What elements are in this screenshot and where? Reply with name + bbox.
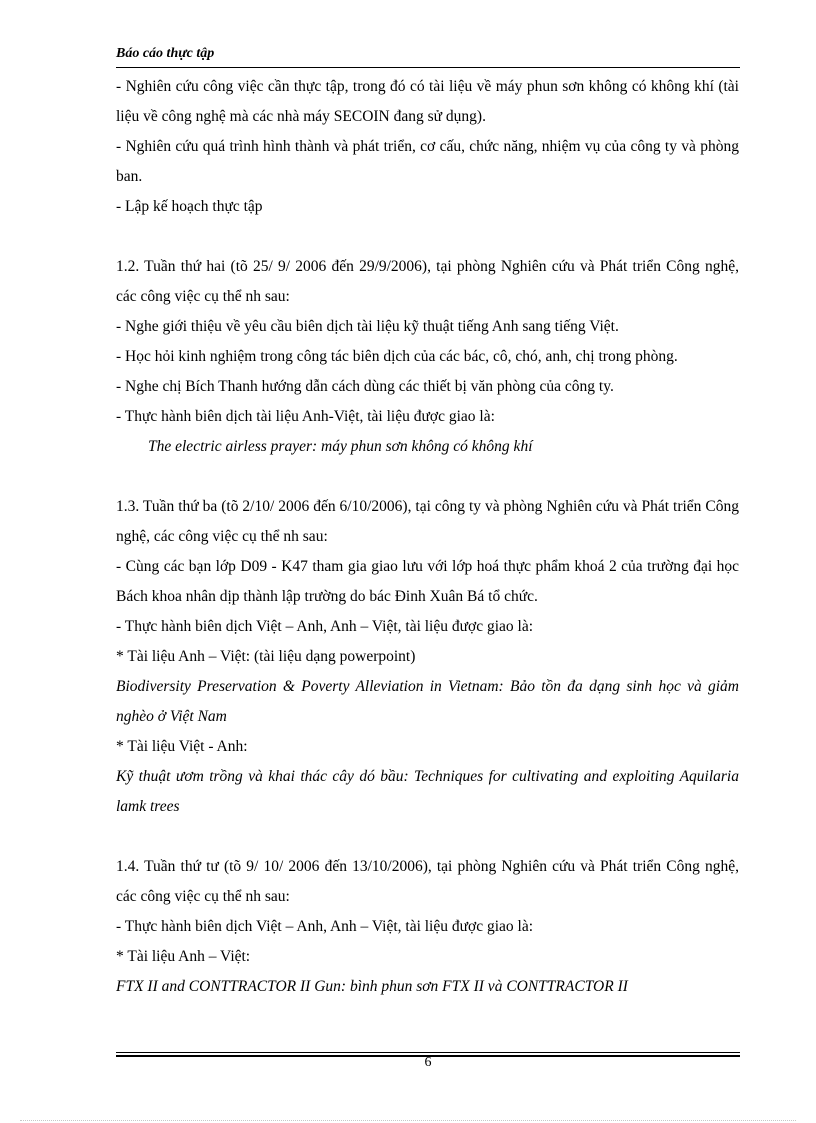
paragraph: - Nghe chị Bích Thanh hướng dẫn cách dùng các thiết bị văn phòng của công ty. (116, 378, 614, 395)
paragraph: * Tài liệu Việt - Anh: (116, 738, 248, 755)
paragraph: - Nghiên cứu công việc cần thực tập, trong đó có tài liệu về máy phun sơn không có không khí (tài liệu về công nghệ mà các nhà máy SECOIN đang sử dụng). (116, 78, 739, 125)
document-title-italic: Kỹ thuật ươm trồng và khai thác cây dó bầu: Techniques for cultivating and exploiting Aquilaria lamk trees (116, 768, 739, 815)
paragraph: - Học hỏi kinh nghiệm trong công tác biên dịch của các bác, cô, chó, anh, chị trong phòng. (116, 348, 678, 365)
section-heading-week-2: 1.2. Tuần thứ hai (tõ 25/ 9/ 2006 đến 29/9/2006), tại phòng Nghiên cứu và Phát triển Công nghệ, các công việc cụ thể nh sau: (116, 258, 739, 305)
paragraph: - Nghiên cứu quá trình hình thành và phát triển, cơ cấu, chức năng, nhiệm vụ của công ty và phòng ban. (116, 138, 739, 185)
document-title-italic: FTX II and CONTTRACTOR II Gun: bình phun sơn FTX II và CONTTRACTOR II (116, 978, 628, 995)
footer-rule (116, 1052, 740, 1053)
document-title-italic: The electric airless prayer: máy phun sơn không có không khí (148, 438, 533, 455)
paragraph: - Cùng các bạn lớp D09 - K47 tham gia giao lưu với lớp hoá thực phẩm khoá 2 của trường đại học Bách khoa nhân dịp thành lập trường do bác Đinh Xuân Bá tổ chức. (116, 558, 739, 605)
section-heading-week-3: 1.3. Tuần thứ ba (tõ 2/10/ 2006 đến 6/10/2006), tại công ty và phòng Nghiên cứu và Phát triển Công nghệ, các công việc cụ thể nh sau: (116, 498, 739, 545)
header-rule (116, 67, 740, 68)
paragraph: * Tài liệu Anh – Việt: (116, 948, 251, 965)
paragraph: - Lập kế hoạch thực tập (116, 198, 263, 215)
section-heading-week-4: 1.4. Tuần thứ tư (tõ 9/ 10/ 2006 đến 13/10/2006), tại phòng Nghiên cứu và Phát triển Công nghệ, các công việc cụ thể nh sau: (116, 858, 739, 905)
page-header-title: Báo cáo thực tập (116, 46, 215, 61)
document-body (116, 72, 739, 1002)
page-number: 6 (424, 1055, 432, 1070)
page-edge-dotted-line (20, 1120, 796, 1121)
paragraph: * Tài liệu Anh – Việt: (tài liệu dạng powerpoint) (116, 648, 416, 665)
document-title-italic: Biodiversity Preservation & Poverty Alleviation in Vietnam: Bảo tồn đa dạng sinh học và giảm nghèo ở Việt Nam (116, 678, 739, 725)
paragraph: - Thực hành biên dịch Việt – Anh, Anh – Việt, tài liệu được giao là: (116, 618, 534, 635)
paragraph: - Thực hành biên dịch tài liệu Anh-Việt, tài liệu được giao là: (116, 408, 495, 425)
paragraph: - Thực hành biên dịch Việt – Anh, Anh – Việt, tài liệu được giao là: (116, 918, 534, 935)
paragraph: - Nghe giới thiệu về yêu cầu biên dịch tài liệu kỹ thuật tiếng Anh sang tiếng Việt. (116, 318, 619, 335)
